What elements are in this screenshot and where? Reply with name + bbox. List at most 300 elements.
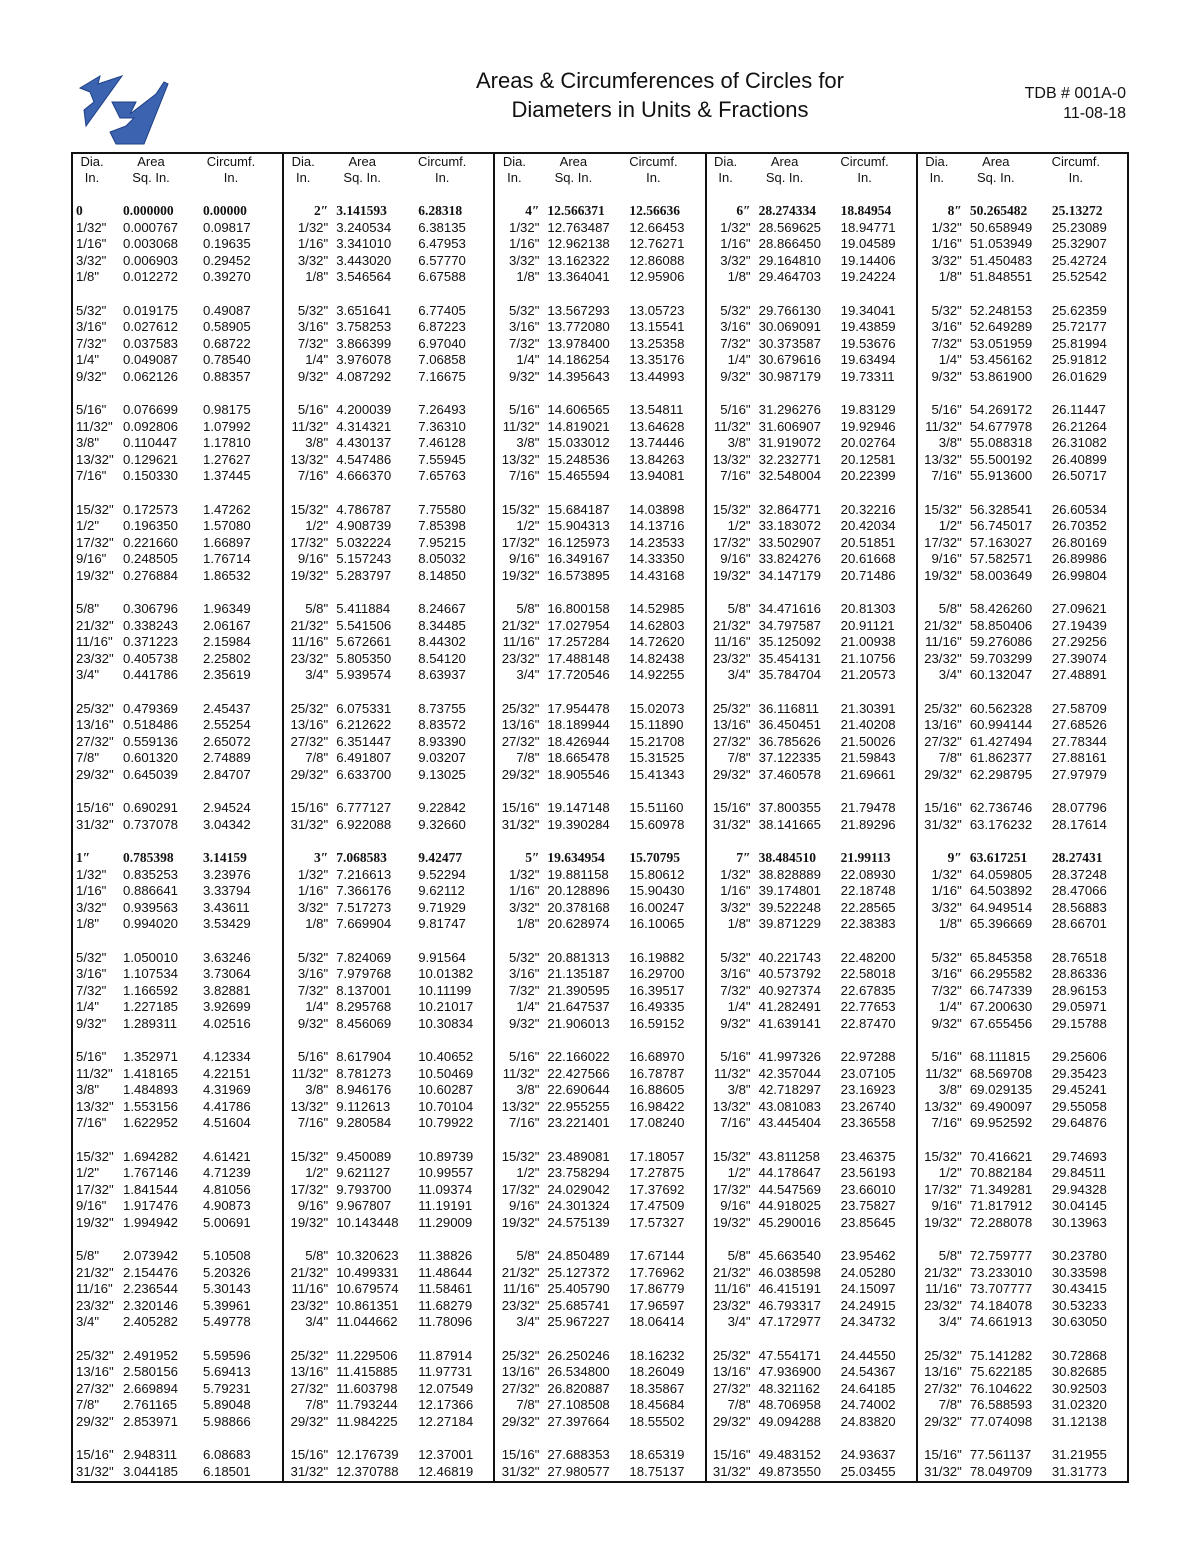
area-cell: 1.694282 — [123, 1148, 179, 1164]
area-cell: 75.141282 — [969, 1347, 1033, 1363]
diameter-cell: 11/16" — [291, 1281, 329, 1296]
area-cell: 22.955255 — [547, 1098, 610, 1114]
circumference-cell: 3.82881 — [203, 982, 251, 998]
diameter-cell: 31/32" — [501, 1463, 540, 1479]
table-row — [73, 883, 282, 900]
circumference-cell: 4.61421 — [203, 1148, 251, 1164]
area-cell: 1.841544 — [123, 1181, 179, 1197]
area-cell: 38.141665 — [758, 816, 821, 832]
area-cell: 3.976078 — [336, 352, 392, 367]
table-row — [284, 253, 493, 270]
area-cell: 5.032224 — [336, 534, 392, 550]
diameter-cell: 3/4" — [516, 667, 540, 682]
doc-date: 11-08-18 — [1063, 105, 1126, 122]
area-cell: 72.288078 — [969, 1214, 1033, 1230]
circumference-cell: 12.17366 — [418, 1397, 474, 1412]
table-row — [73, 419, 282, 436]
table-row — [707, 1082, 916, 1099]
diameter-cell: 23/32" — [924, 1297, 962, 1313]
area-cell: 14.606565 — [547, 402, 610, 417]
area-cell: 71.349281 — [969, 1181, 1033, 1197]
table-row — [918, 867, 1127, 884]
diameter-cell: 1/32" — [76, 866, 107, 882]
diameter-cell: 1/2" — [938, 1165, 962, 1180]
table-row — [918, 817, 1127, 834]
area-cell: 9.621127 — [336, 1165, 391, 1180]
table-row — [495, 999, 704, 1016]
area-cell: 19.881158 — [547, 866, 609, 882]
diameter-cell: 1/2" — [938, 518, 962, 533]
diameter-cell: 9/32" — [76, 1015, 107, 1031]
diameter-cell: 5/8" — [938, 601, 962, 616]
table-row — [707, 651, 916, 668]
table-row — [73, 435, 282, 452]
table-row — [918, 402, 1127, 419]
table-row — [284, 1215, 493, 1232]
circumference-cell: 6.87223 — [418, 319, 466, 334]
diameter-cell: 1/32" — [297, 219, 329, 235]
circumference-cell: 21.89296 — [840, 816, 896, 832]
diameter-cell: 7/32" — [509, 982, 540, 998]
circumference-cell: 11.09374 — [418, 1181, 473, 1197]
area-cell: 48.321162 — [758, 1380, 820, 1396]
circ-header-line-2: In. — [434, 170, 450, 185]
circumference-cell: 11.48644 — [418, 1264, 473, 1280]
area-cell: 13.567293 — [547, 302, 610, 318]
table-row — [918, 203, 1127, 220]
area-cell: 0.785398 — [123, 850, 174, 865]
diameter-cell: 3/16" — [509, 966, 540, 981]
table-row — [918, 734, 1127, 751]
diameter-cell: 15/32" — [712, 501, 751, 517]
diameter-cell: 25/32" — [76, 1347, 114, 1363]
table-row — [707, 916, 916, 933]
table-row — [284, 1381, 493, 1398]
circumference-cell: 9.13025 — [418, 766, 466, 782]
table-row — [284, 601, 493, 618]
circumference-cell: 1.86532 — [203, 567, 251, 583]
diameter-cell: 23/32" — [712, 1297, 751, 1313]
circumference-cell: 5.10508 — [203, 1248, 251, 1263]
table-row — [707, 1198, 916, 1215]
table-row — [284, 916, 493, 933]
area-cell: 35.454131 — [758, 650, 821, 666]
diameter-cell: 3/16" — [297, 319, 329, 334]
table-row — [495, 1049, 704, 1066]
circumference-cell: 26.40899 — [1051, 451, 1107, 467]
diameter-cell: 19/32" — [712, 567, 751, 583]
table-row — [495, 1447, 704, 1464]
area-cell: 31.919072 — [758, 435, 821, 450]
diameter-cell: 13/32" — [501, 1098, 540, 1114]
area-cell: 64.503892 — [969, 883, 1033, 898]
diameter-cell: 19/32" — [924, 567, 962, 583]
area-cell: 0.027612 — [123, 319, 179, 334]
diameter-cell: 3/8" — [516, 435, 540, 450]
circumference-cell: 29.74693 — [1051, 1148, 1107, 1164]
circumference-cell: 12.66453 — [629, 219, 685, 235]
diameter-cell: 17/32" — [501, 1181, 540, 1197]
circumference-cell: 2.25802 — [203, 650, 251, 666]
area-cell: 54.269172 — [969, 402, 1033, 417]
circumference-cell: 18.16232 — [629, 1347, 685, 1363]
circumference-cell: 30.43415 — [1051, 1281, 1107, 1296]
diameter-cell: 15/16" — [924, 1447, 962, 1462]
area-cell: 52.248153 — [969, 302, 1033, 318]
table-row — [707, 369, 916, 386]
diameter-cell: 7/8" — [305, 750, 329, 765]
circumference-cell: 5.89048 — [203, 1397, 251, 1412]
diameter-cell: 13/16" — [501, 717, 540, 732]
circumference-cell: 3.53429 — [203, 916, 251, 931]
circumference-cell: 30.72868 — [1051, 1347, 1107, 1363]
circumference-cell: 6.08683 — [203, 1447, 251, 1462]
area-cell: 18.189944 — [547, 717, 610, 732]
table-row — [284, 236, 493, 253]
table-row — [495, 750, 704, 767]
table-row — [707, 1165, 916, 1182]
diameter-cell: 9/32" — [509, 368, 540, 384]
table-column-3 — [705, 154, 916, 1481]
area-cell: 0.939563 — [123, 899, 179, 915]
row-group — [284, 1248, 493, 1331]
circumference-cell: 22.18748 — [840, 883, 896, 898]
area-cell: 14.186254 — [547, 352, 610, 367]
area-cell: 66.295582 — [969, 966, 1033, 981]
table-row — [495, 1364, 704, 1381]
diameter-cell: 1/4" — [76, 352, 100, 367]
circumference-cell: 23.56193 — [840, 1165, 896, 1180]
table-row — [495, 452, 704, 469]
circumference-cell: 25.42724 — [1051, 252, 1107, 268]
area-cell: 11.793244 — [336, 1397, 398, 1412]
circumference-cell: 11.58461 — [418, 1281, 473, 1296]
table-row — [707, 551, 916, 568]
table-row — [284, 336, 493, 353]
area-cell: 1.107534 — [123, 966, 179, 981]
area-cell: 6.777127 — [336, 800, 392, 815]
table-row — [707, 817, 916, 834]
circ-header — [402, 154, 482, 192]
diameter-cell: 11/16" — [502, 1281, 540, 1296]
circ-header-line-1: Circumf. — [1051, 154, 1100, 169]
table-row — [495, 734, 704, 751]
table-row — [73, 1314, 282, 1331]
table-row — [73, 253, 282, 270]
diameter-cell: 13/16" — [76, 1364, 114, 1379]
area-cell: 46.793317 — [758, 1297, 821, 1313]
table-row — [284, 867, 493, 884]
diameter-cell: 7/16" — [297, 1115, 329, 1130]
circ-header-line-2: In. — [1068, 170, 1084, 185]
area-cell: 20.378168 — [547, 899, 610, 915]
circumference-cell: 5.79231 — [203, 1380, 251, 1396]
dia-header-line-1: Dia. — [925, 154, 949, 169]
area-cell: 2.154476 — [123, 1264, 179, 1280]
row-group — [73, 701, 282, 784]
table-row — [73, 236, 282, 253]
area-cell: 35.784704 — [758, 667, 821, 682]
area-cell: 12.370788 — [336, 1463, 399, 1479]
table-row — [918, 1099, 1127, 1116]
row-group — [495, 950, 704, 1033]
table-row — [918, 1248, 1127, 1265]
circumference-cell: 21.30391 — [840, 700, 896, 716]
table-row — [918, 1364, 1127, 1381]
diameter-cell: 15/16" — [712, 1447, 751, 1462]
diameter-cell: 9/16" — [297, 1198, 329, 1213]
circumference-cell: 10.70104 — [418, 1098, 474, 1114]
area-header — [956, 154, 1036, 192]
circumference-cell: 17.47509 — [629, 1198, 685, 1213]
row-group — [495, 1447, 704, 1480]
table-rows — [707, 203, 916, 1497]
circumference-cell: 19.43859 — [840, 319, 896, 334]
circumference-cell: 4.31969 — [203, 1082, 251, 1097]
row-group — [707, 1248, 916, 1331]
circumference-cell: 0.29452 — [203, 252, 251, 268]
diameter-cell: 17/32" — [290, 1181, 329, 1197]
area-cell: 64.949514 — [969, 899, 1033, 915]
circumference-cell: 24.83820 — [840, 1413, 896, 1429]
area-header-line-1: Area — [137, 154, 165, 169]
diameter-cell: 21/32" — [924, 617, 962, 633]
title-line-1: Areas & Circumferences of Circles for — [476, 68, 844, 93]
circumference-cell: 2.94524 — [203, 800, 251, 815]
table-row — [73, 900, 282, 917]
area-cell: 60.562328 — [969, 700, 1033, 716]
diameter-cell: 17/32" — [290, 534, 329, 550]
area-cell: 12.566371 — [547, 203, 605, 218]
circumference-cell: 30.82685 — [1051, 1364, 1107, 1379]
circumference-cell: 6.77405 — [418, 302, 466, 318]
area-cell: 0.994020 — [123, 916, 179, 931]
diameter-cell: 1/8" — [516, 269, 540, 284]
table-row — [495, 336, 704, 353]
table-row — [284, 667, 493, 684]
circumference-cell: 28.37248 — [1051, 866, 1107, 882]
table-row — [73, 1165, 282, 1182]
table-row — [918, 900, 1127, 917]
area-cell: 48.706958 — [758, 1397, 821, 1412]
circumference-cell: 5.49778 — [203, 1314, 251, 1329]
area-cell: 0.248505 — [123, 551, 179, 566]
diameter-cell: 3/32" — [297, 252, 329, 268]
area-cell: 8.295768 — [336, 999, 392, 1014]
circumference-cell: 4.90873 — [203, 1198, 251, 1213]
table-row — [73, 999, 282, 1016]
circumference-cell: 14.43168 — [629, 567, 685, 583]
area-cell: 28.274334 — [758, 203, 816, 218]
area-cell: 34.147179 — [758, 567, 821, 583]
circumference-cell: 21.10756 — [840, 650, 896, 666]
table-row — [73, 1381, 282, 1398]
diameter-cell: 15/16" — [501, 1447, 540, 1462]
table-row — [495, 883, 704, 900]
table-row — [73, 1149, 282, 1166]
diameter-cell: 27/32" — [290, 1380, 329, 1396]
circumference-cell: 13.44993 — [629, 368, 685, 384]
diameter-cell: 27/32" — [290, 733, 329, 749]
area-cell: 2.761165 — [123, 1397, 178, 1412]
dia-header-line-2: In. — [295, 170, 311, 185]
area-cell: 32.548004 — [758, 468, 821, 483]
diameter-cell: 21/32" — [290, 617, 329, 633]
diameter-cell: 7/8" — [727, 750, 751, 765]
area-cell: 47.936900 — [758, 1364, 821, 1379]
circumference-cell: 28.96153 — [1051, 982, 1107, 998]
diameter-cell: 5/8" — [516, 1248, 540, 1263]
circumference-cell: 22.28565 — [840, 899, 896, 915]
area-cell: 73.707777 — [969, 1281, 1033, 1296]
table-row — [707, 269, 916, 286]
diameter-cell: 11/16" — [925, 1281, 962, 1296]
circ-header-line-2: In. — [646, 170, 661, 185]
circumference-cell: 19.92946 — [840, 418, 896, 434]
circumference-cell: 12.76271 — [629, 236, 685, 251]
circumference-cell: 1.07992 — [203, 418, 251, 434]
circumference-cell: 31.31773 — [1051, 1463, 1107, 1479]
circumference-cell: 23.16923 — [840, 1082, 896, 1097]
circumference-cell: 18.75137 — [629, 1463, 685, 1479]
area-cell: 40.927374 — [758, 982, 821, 998]
area-cell: 42.718297 — [758, 1082, 821, 1097]
area-cell: 49.873550 — [758, 1463, 821, 1479]
diameter-cell: 31/32" — [924, 1463, 962, 1479]
diameter-cell: 11/16" — [291, 634, 329, 649]
table-rows — [284, 203, 493, 1497]
row-group — [918, 1447, 1127, 1480]
area-cell: 1.917476 — [123, 1198, 179, 1213]
diameter-cell: 29/32" — [712, 766, 751, 782]
diameter-cell: 11/32" — [291, 1065, 329, 1081]
circumference-cell: 26.50717 — [1051, 468, 1107, 483]
table-row — [707, 1115, 916, 1132]
diameter-cell: 13/16" — [712, 1364, 751, 1379]
table-row — [495, 352, 704, 369]
diameter-cell: 31/32" — [501, 816, 540, 832]
area-cell: 59.276086 — [969, 634, 1033, 649]
diameter-cell: 15/32" — [501, 501, 540, 517]
circumference-cell: 25.72177 — [1051, 319, 1107, 334]
diameter-cell: 11/32" — [502, 418, 540, 434]
circumference-cell: 2.15984 — [203, 634, 251, 649]
circ-header-line-1: Circumf. — [418, 154, 467, 169]
circumference-cell: 8.05032 — [418, 551, 466, 566]
circumference-cell: 7.85398 — [418, 518, 466, 533]
diameter-cell: 5/16" — [509, 402, 540, 417]
diameter-cell: 13/16" — [501, 1364, 540, 1379]
circumference-cell: 4.51604 — [203, 1115, 251, 1130]
area-cell: 21.390595 — [547, 982, 610, 998]
diameter-cell: 1/4" — [727, 999, 751, 1014]
table-row — [918, 1049, 1127, 1066]
circumference-cell: 21.69661 — [840, 766, 896, 782]
circ-header — [1036, 154, 1116, 192]
table-row — [918, 750, 1127, 767]
table-row — [73, 369, 282, 386]
table-row — [73, 1248, 282, 1265]
table-row — [73, 634, 282, 651]
diameter-cell: 13/32" — [712, 451, 751, 467]
row-group — [707, 850, 916, 933]
diameter-cell: 3/16" — [509, 319, 540, 334]
table-row — [707, 767, 916, 784]
circumference-cell: 1.57080 — [203, 518, 251, 533]
circumference-cell: 12.27184 — [418, 1413, 474, 1429]
area-cell: 26.250246 — [547, 1347, 610, 1363]
table-row — [495, 303, 704, 320]
table-row — [495, 518, 704, 535]
diameter-cell: 11/32" — [713, 418, 751, 434]
row-group — [495, 850, 704, 933]
area-cell: 10.679574 — [336, 1281, 399, 1296]
diameter-cell: 3/32" — [720, 252, 751, 268]
area-cell: 0.306796 — [123, 601, 179, 616]
diameter-cell: 5/8" — [305, 1248, 329, 1263]
circumference-cell: 1.37445 — [203, 468, 251, 483]
diameter-cell: 27/32" — [76, 733, 114, 749]
diameter-cell: 7/32" — [76, 335, 107, 351]
area-cell: 1.418165 — [123, 1065, 179, 1081]
diameter-cell: 15/32" — [76, 501, 114, 517]
area-cell: 68.569708 — [969, 1065, 1033, 1081]
diameter-cell: 5/8" — [516, 601, 540, 616]
circumference-cell: 18.26049 — [629, 1364, 685, 1379]
circumference-cell: 26.60534 — [1051, 501, 1107, 517]
circumference-cell: 10.99557 — [418, 1165, 474, 1180]
table-row — [284, 817, 493, 834]
circumference-cell: 7.75580 — [418, 501, 466, 517]
circumference-cell: 22.48200 — [840, 949, 896, 965]
table-row — [495, 220, 704, 237]
row-group — [495, 1248, 704, 1331]
table-row — [495, 1115, 704, 1132]
diameter-cell: 11/32" — [291, 418, 329, 434]
area-cell: 25.405790 — [547, 1281, 610, 1296]
diameter-cell: 3″ — [313, 850, 329, 865]
table-row — [918, 651, 1127, 668]
diameter-cell: 9/32" — [931, 368, 962, 384]
area-cell: 56.328541 — [969, 501, 1033, 517]
diameter-cell: 21/32" — [76, 1264, 114, 1280]
area-cell: 62.298795 — [969, 766, 1033, 782]
circumference-cell: 6.18501 — [203, 1463, 251, 1479]
circumference-cell: 26.01629 — [1051, 368, 1107, 384]
area-cell: 0.049087 — [123, 352, 179, 367]
diameter-cell: 1/4" — [305, 999, 329, 1014]
circumference-cell: 11.87914 — [418, 1347, 473, 1363]
circumference-cell: 21.40208 — [840, 717, 896, 732]
diameter-cell: 9/32" — [720, 368, 751, 384]
table-row — [495, 1397, 704, 1414]
table-row — [73, 568, 282, 585]
circumference-cell: 22.38383 — [840, 916, 896, 931]
area-cell: 18.426944 — [547, 733, 610, 749]
circumference-cell: 14.72620 — [629, 634, 685, 649]
row-group — [73, 502, 282, 585]
area-cell: 9.967807 — [336, 1198, 392, 1213]
area-cell: 9.450089 — [336, 1148, 392, 1164]
circumference-cell: 23.36558 — [840, 1115, 896, 1130]
circumference-cell: 18.35867 — [629, 1380, 685, 1396]
diameter-cell: 15/16" — [76, 1447, 114, 1462]
table-row — [284, 1464, 493, 1481]
diameter-cell: 13/16" — [290, 1364, 329, 1379]
table-row — [707, 1265, 916, 1282]
circumference-cell: 16.78787 — [629, 1065, 685, 1081]
area-cell: 1.553156 — [123, 1098, 179, 1114]
